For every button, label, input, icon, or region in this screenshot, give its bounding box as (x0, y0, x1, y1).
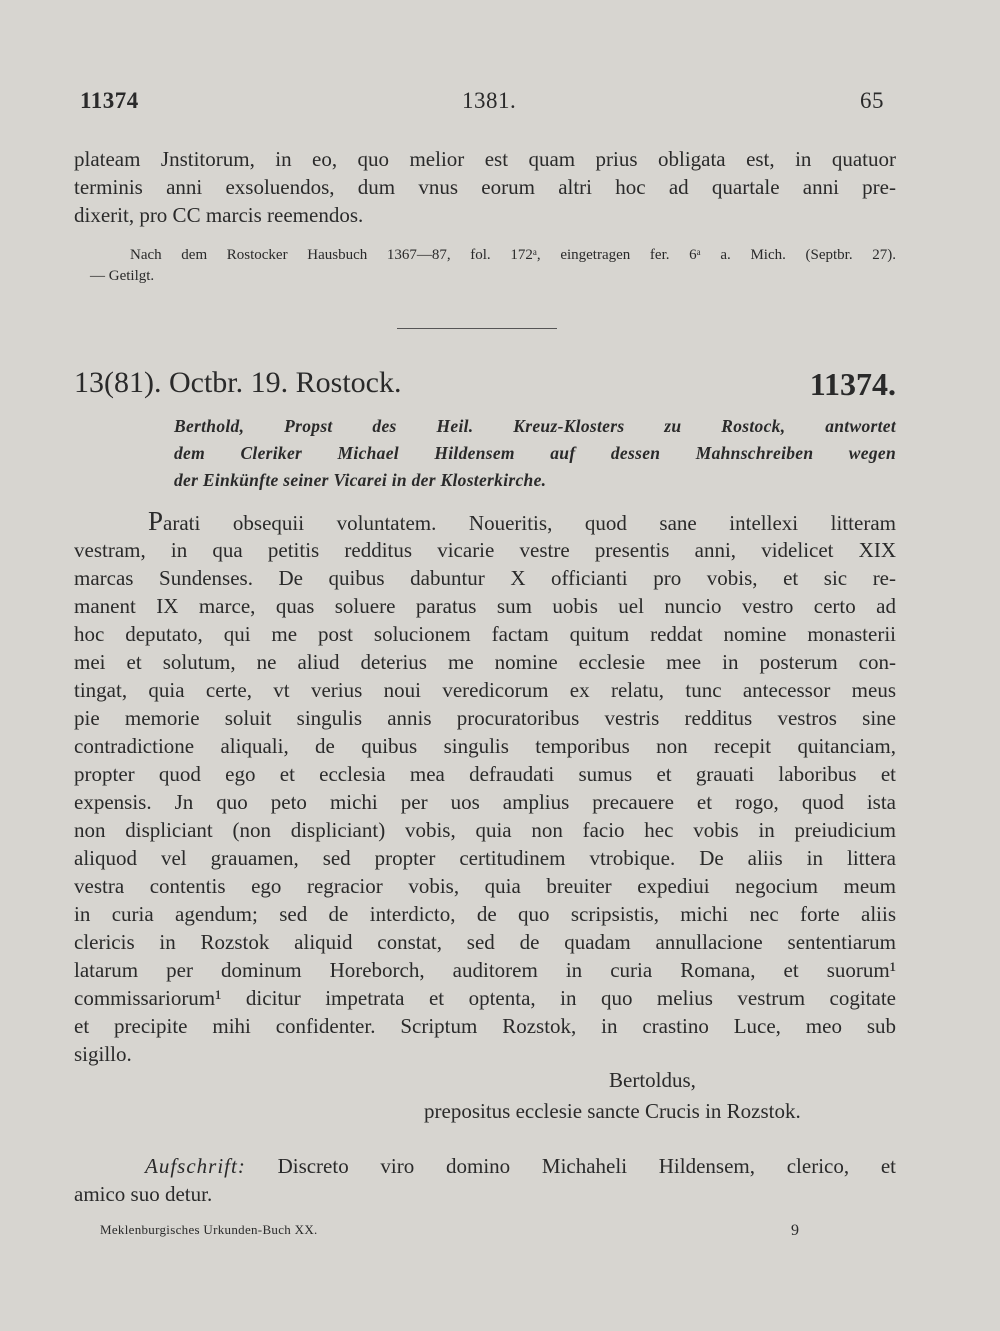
text-line: latarum per dominum Horeborch, auditorem in curia Romana, et suorum¹ (74, 958, 896, 982)
regest-line: dem Cleriker Michael Hildensem auf dessen Mahnschreiben wegen (174, 443, 896, 463)
document-number: 11374. (809, 366, 896, 402)
regest-line: Berthold, Propst des Heil. Kreuz-Klosters zu Rostock, antwortet (174, 416, 896, 436)
aufschrift-line (145, 1153, 896, 1180)
source-note-line: Nach dem Rostocker Hausbuch 1367—87, fol. 172ᵃ, eingetragen fer. 6ᵃ a. Mich. (Septbr. 27). (130, 247, 896, 263)
text-first-line (148, 508, 896, 537)
section-divider (397, 328, 557, 329)
text-line: commissariorum¹ dicitur impetrata et optenta, in quo melius vestrum cogitate (74, 986, 896, 1010)
aufschrift-line-2: amico suo detur. (74, 1182, 213, 1206)
regest-line: der Einkünfte seiner Vicarei in der Klosterkirche. (174, 470, 547, 490)
source-note-line: — Getilgt. (90, 268, 155, 284)
text-first-line-rest: arati obsequii voluntatem. Noueritis, quod sane intellexi litteram (163, 511, 896, 535)
text-line: vestram, in qua petitis redditus vicarie vestre presentis anni, videlicet XIX (74, 538, 896, 562)
text-line: hoc deputato, qui me post solucionem factam quitum reddat nomine monasterii (74, 622, 896, 646)
aufschrift-text: Discreto viro domino Michaheli Hildensem, clerico, et (277, 1154, 896, 1178)
text-line: mei et solutum, ne aliud deterius me nomine ecclesie mee in posterum con- (74, 650, 896, 674)
running-head-year: 1381. (462, 88, 517, 113)
footer-signature-mark: 9 (791, 1222, 800, 1239)
signature-name: Bertoldus, (609, 1068, 696, 1092)
text-line: expensis. Jn quo peto michi per uos amplius precauere et rogo, quod ista (74, 790, 896, 814)
running-head-doc-number: 11374 (80, 88, 139, 113)
text-line: aliquod vel grauamen, sed propter certitudinem vtrobique. De aliis in littera (74, 846, 896, 870)
initial-letter: P (148, 506, 164, 536)
text-line: non displiciant (non displiciant) vobis, quia non facio hec vobis in preiudicium (74, 818, 896, 842)
signature-title: prepositus ecclesie sancte Crucis in Rozstok. (424, 1099, 801, 1123)
footer-book-title: Meklenburgisches Urkunden-Buch XX. (100, 1222, 318, 1237)
running-head-page-number: 65 (860, 88, 884, 113)
text-line: propter quod ego et ecclesia mea defraudati sumus et grauati laboribus et (74, 762, 896, 786)
document-date-place: 13(81). Octbr. 19. Rostock. (74, 366, 402, 399)
text-line: in curia agendum; sed de interdicto, de quo scripsistis, michi nec forte aliis (74, 902, 896, 926)
aufschrift-label: Aufschrift: (145, 1154, 246, 1178)
text-line: pie memorie soluit singulis annis procuratoribus vestris redditus vestros sine (74, 706, 896, 730)
text-line: clericis in Rozstok aliquid constat, sed de quadam annullacione sententiarum (74, 930, 896, 954)
prev-text-line: dixerit, pro CC marcis reemendos. (74, 203, 364, 227)
text-line: contradictione aliquali, de quibus singulis temporibus non recepit quitanciam, (74, 734, 896, 758)
text-line: marcas Sundenses. De quibus dabuntur X officianti pro vobis, et sic re- (74, 566, 896, 590)
text-line: tingat, quia certe, vt verius noui veredicorum ex relatu, tunc antecessor meus (74, 678, 896, 702)
text-line: manent IX marce, quas soluere paratus sum uobis uel nuncio vestro certo ad (74, 594, 896, 618)
prev-text-line: plateam Jnstitorum, in eo, quo melior est quam prius obligata est, in quatuor (74, 147, 896, 171)
text-line: vestra contentis ego regracior vobis, quia breuiter expediui negocium meum (74, 874, 896, 898)
text-line: et precipite mihi confidenter. Scriptum Rozstok, in crastino Luce, meo sub (74, 1014, 896, 1038)
prev-text-line: terminis anni exsoluendos, dum vnus eorum altri hoc ad quartale anni pre- (74, 175, 896, 199)
text-line: sigillo. (74, 1042, 132, 1066)
